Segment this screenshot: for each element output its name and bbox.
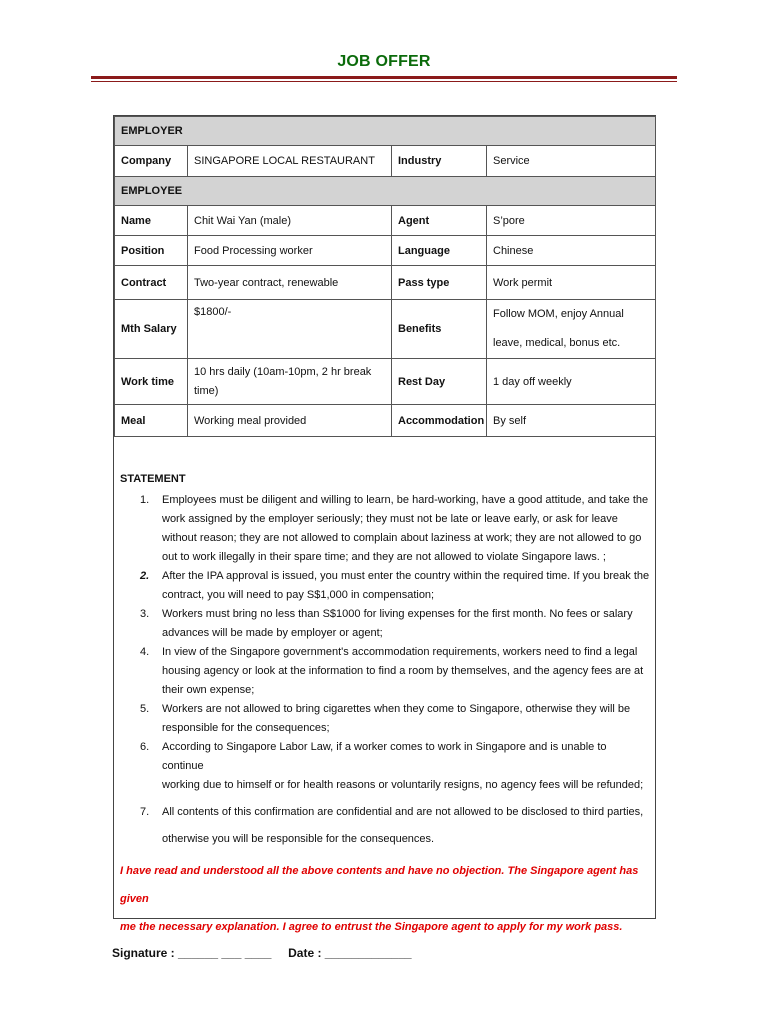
agent-label: Agent xyxy=(392,206,487,236)
item-line: After the IPA approval is issued, you must enter the country within the required time. If you break the xyxy=(162,570,650,582)
language-value: Chinese xyxy=(487,236,656,266)
item-line: responsible for the consequences; xyxy=(162,722,330,734)
rest-day-value: 1 day off weekly xyxy=(487,359,656,405)
item-number: 5. xyxy=(140,703,150,715)
benefits-label: Benefits xyxy=(392,300,487,359)
name-value: Chit Wai Yan (male) xyxy=(188,206,392,236)
list-item xyxy=(120,643,650,700)
list-item xyxy=(120,700,650,738)
declaration-line-1: I have read and understood all the above contents and have no objection. The Singapore agent has given xyxy=(120,865,639,905)
company-label: Company xyxy=(115,146,188,177)
table-row xyxy=(115,405,656,437)
item-number: 7. xyxy=(140,806,150,818)
work-time-line-1: 10 hrs daily (10am-10pm, 2 hr break xyxy=(194,365,372,378)
item-line: working due to himself or for health reasons or voluntarily resigns, no agency fees will be refunded; xyxy=(162,779,644,791)
work-time-value xyxy=(188,359,392,405)
statement-section xyxy=(120,473,650,941)
list-item xyxy=(120,738,650,795)
table-row xyxy=(115,266,656,300)
benefits-value xyxy=(487,300,656,359)
declaration-line-2: me the necessary explanation. I agree to entrust the Singapore agent to apply for my work pass. xyxy=(120,921,623,933)
position-value: Food Processing worker xyxy=(188,236,392,266)
item-line: work assigned by the employer seriously; they must not be late or leave early, or ask for leave xyxy=(162,513,618,525)
work-time-line-2: time) xyxy=(194,384,219,397)
item-line: without reason; they are not allowed to complain about laziness at work; they are not allowed to go xyxy=(162,532,642,544)
employer-section-heading: EMPLOYER xyxy=(115,117,656,146)
statement-list xyxy=(120,491,650,853)
table-row xyxy=(115,300,656,359)
list-item xyxy=(120,491,650,567)
item-line: their own expense; xyxy=(162,684,255,696)
name-label: Name xyxy=(115,206,188,236)
item-line: contract, you will need to pay S$1,000 in compensation; xyxy=(162,589,435,601)
employee-section-row xyxy=(115,177,656,206)
item-line: advances will be made by employer or agent; xyxy=(162,627,383,639)
work-time-label: Work time xyxy=(115,359,188,405)
item-number: 6. xyxy=(140,741,150,753)
item-number: 4. xyxy=(140,646,150,658)
salary-value: $1800/- xyxy=(188,300,392,359)
pass-type-value: Work permit xyxy=(487,266,656,300)
accommodation-value: By self xyxy=(487,405,656,437)
table-row xyxy=(115,146,656,177)
list-item xyxy=(120,567,650,605)
item-line: All contents of this confirmation are confidential and are not allowed to be disclosed to third parties, xyxy=(162,806,644,818)
item-line: Workers must bring no less than S$1000 for living expenses for the first month. No fees or salary xyxy=(162,608,633,620)
rest-day-label: Rest Day xyxy=(392,359,487,405)
list-item xyxy=(120,605,650,643)
item-line: housing agency or look at the information to find a room by themselves, and the agency fees are at xyxy=(162,665,644,677)
agent-value: S’pore xyxy=(487,206,656,236)
item-number: 2. xyxy=(140,570,150,582)
title-rule-thick xyxy=(91,76,677,79)
position-label: Position xyxy=(115,236,188,266)
employee-section-heading: EMPLOYEE xyxy=(115,177,656,206)
list-item xyxy=(120,799,650,853)
employer-section-row xyxy=(115,117,656,146)
signature-date-line: Signature : ______ ___ ____ Date : _____________ xyxy=(112,946,412,960)
company-value: SINGAPORE LOCAL RESTAURANT xyxy=(188,146,392,177)
item-line: otherwise you will be responsible for the consequences. xyxy=(162,833,435,845)
benefits-line-1: Follow MOM, enjoy Annual xyxy=(493,308,624,320)
title-rule-thin xyxy=(91,81,677,82)
meal-value: Working meal provided xyxy=(188,405,392,437)
industry-label: Industry xyxy=(392,146,487,177)
statement-heading: STATEMENT xyxy=(120,473,186,485)
industry-value: Service xyxy=(487,146,656,177)
table-row xyxy=(115,236,656,266)
details-table xyxy=(114,116,656,437)
accommodation-label: Accommodation xyxy=(392,405,487,437)
item-line: Workers are not allowed to bring cigarettes when they come to Singapore, otherwise they will be xyxy=(162,703,631,715)
meal-label: Meal xyxy=(115,405,188,437)
item-line: In view of the Singapore government's accommodation requirements, workers need to find a legal xyxy=(162,646,638,658)
item-line: out to work illegally in their spare time; and they are not allowed to violate Singapore laws. ; xyxy=(162,551,606,563)
item-number: 3. xyxy=(140,608,150,620)
offer-frame xyxy=(113,115,656,933)
pass-type-label: Pass type xyxy=(392,266,487,300)
contract-value: Two-year contract, renewable xyxy=(188,266,392,300)
table-row xyxy=(115,359,656,405)
declaration-text xyxy=(120,857,650,941)
table-row xyxy=(115,206,656,236)
item-line: According to Singapore Labor Law, if a worker comes to work in Singapore and is unable to continue xyxy=(162,741,607,772)
contract-label: Contract xyxy=(115,266,188,300)
salary-label: Mth Salary xyxy=(115,300,188,359)
language-label: Language xyxy=(392,236,487,266)
item-number: 1. xyxy=(140,494,150,506)
benefits-line-2: leave, medical, bonus etc. xyxy=(493,337,621,349)
document-title: JOB OFFER xyxy=(337,53,431,70)
item-line: Employees must be diligent and willing to learn, be hard-working, have a good attitude, and take the xyxy=(162,494,649,506)
